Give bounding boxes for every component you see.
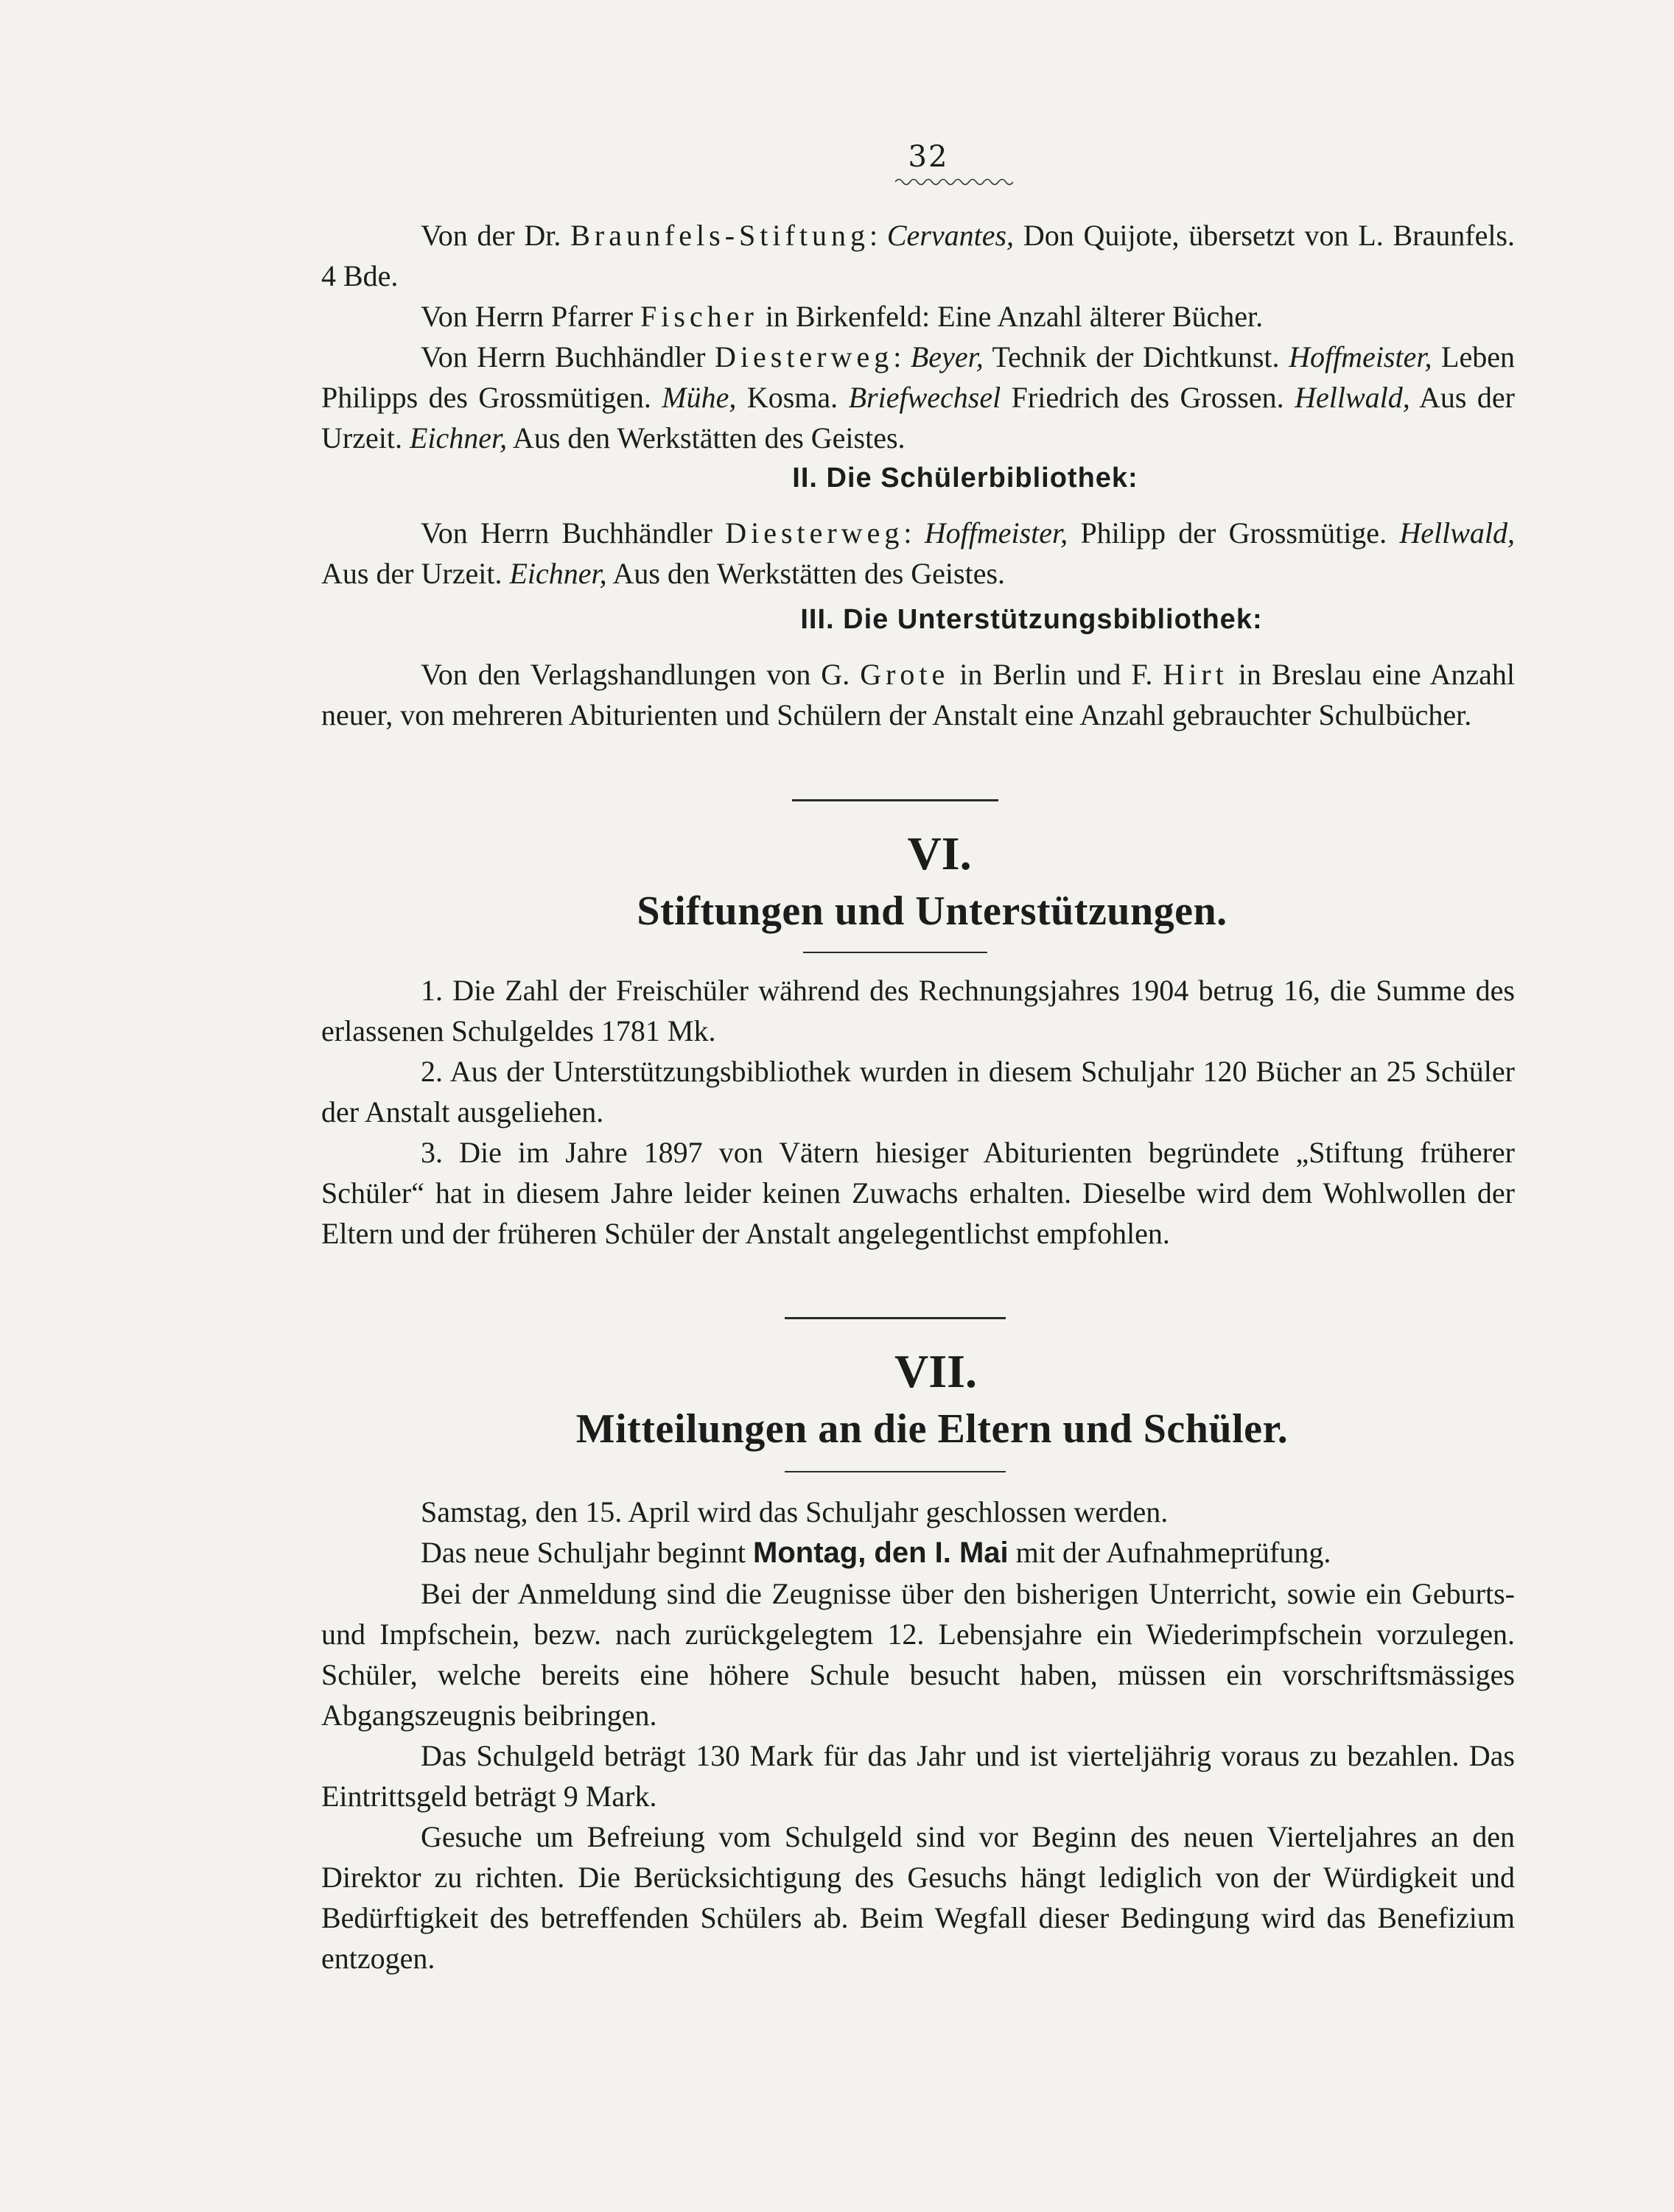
title-underline — [785, 1471, 1006, 1472]
section-divider — [785, 1317, 1006, 1319]
title-underline — [803, 952, 987, 953]
notice-school-year-end: Samstag, den 15. April wird das Schuljahr geschlossen werden. — [421, 1495, 1169, 1528]
chapter-VI-body — [321, 970, 1515, 1254]
section-heading-unterstuetzungsbibliothek: III. Die Unterstützungsbibliothek: — [800, 604, 1263, 635]
donation-braunfels: Von der Dr. Braunfels-Stiftung: Cervantes, Don Quijote, übersetzt von L. Braunfels. 4 Bde. — [321, 219, 1516, 292]
section-III-body — [321, 654, 1515, 735]
notice-registration: Bei der Anmeldung sind die Zeugnisse über den bisherigen Unterricht, sowie ein Geburts- und Impfschein, bezw. nach zurückgelegtem 12. Lebensjahre ein Wiederimpfschein vorzulegen. Schüler, welche bereits eine höhere Schule besucht haben, müssen ein vorschriftsmässiges Abgangszeugnis beibringen. — [321, 1577, 1515, 1732]
notice-fee-exemption: Gesuche um Befreiung vom Schulgeld sind vor Beginn des neuen Vierteljahres an den Direktor zu richten. Die Berücksichtigung des Gesuchs hängt lediglich von der Würdigkeit und Bedürftigkeit des betreffenden Schülers ab. Beim Wegfall dieser Bedingung wird das Benefizium entzogen. — [321, 1820, 1515, 1975]
list-item: 3. Die im Jahre 1897 von Vätern hiesiger Abiturienten begründete „Stiftung früherer Schüler“ hat in diesem Jahre leider keinen Zuwachs erhalten. Dieselbe wird dem Wohlwollen der Eltern und der früheren Schüler der Anstalt angelegentlichst empfohlen. — [321, 1136, 1515, 1250]
chapter-title-VII: Mitteilungen an die Eltern und Schüler. — [575, 1406, 1289, 1452]
chapter-number-VI: VI. — [907, 827, 972, 879]
section-divider — [792, 799, 998, 801]
donation-schuelerbibliothek: Von Herrn Buchhändler Diesterweg: Hoffmeister, Philipp der Grossmütige. Hellwald, Aus der Urzeit. Eichner, Aus den Werkstätten des Geistes. — [321, 516, 1515, 590]
chapter-number-VII: VII. — [894, 1345, 978, 1397]
notice-school-year-start: Das neue Schuljahr beginnt Montag, den I. Mai mit der Aufnahmeprüfung. — [421, 1536, 1331, 1569]
page-number-ornament — [895, 177, 1013, 187]
donation-diesterweg: Von Herrn Buchhändler Diesterweg: Beyer, Technik der Dichtkunst. Hoffmeister, Leben Philipps des Grossmütigen. Mühe, Kosma. Briefwechsel Friedrich des Grossen. Hellwald, Aus der Urzeit. Eichner, Aus den Werkstätten des Geistes. — [321, 340, 1516, 454]
donation-unterstuetzungsbibliothek: Von den Verlagshandlungen von G. Grote in Berlin und F. Hirt in Breslau eine Anzahl neuer, von mehreren Abiturienten und Schülern der Anstalt eine Anzahl gebrauchter Schulbücher. — [321, 658, 1515, 731]
notice-school-fees: Das Schulgeld beträgt 130 Mark für das Jahr und ist vierteljährig voraus zu bezahlen. Das Eintrittsgeld beträgt 9 Mark. — [321, 1739, 1515, 1813]
section-II-body — [321, 513, 1515, 594]
chapter-VII-body — [321, 1492, 1515, 1978]
page-number: 32 — [908, 140, 949, 174]
chapter-title-VI: Stiftungen und Unterstützungen. — [637, 888, 1228, 934]
donation-fischer: Von Herrn Pfarrer Fischer in Birkenfeld: Eine Anzahl älterer Bücher. — [421, 300, 1264, 333]
donations-main — [321, 215, 1515, 458]
list-item: 1. Die Zahl der Freischüler während des Rechnungsjahres 1904 betrug 16, die Summe des erlassenen Schulgeldes 1781 Mk. — [321, 974, 1515, 1047]
section-heading-schuelerbibliothek: II. Die Schülerbibliothek: — [792, 463, 1138, 494]
list-item: 2. Aus der Unterstützungsbibliothek wurden in diesem Schuljahr 120 Bücher an 25 Schüler der Anstalt ausgeliehen. — [321, 1055, 1515, 1128]
